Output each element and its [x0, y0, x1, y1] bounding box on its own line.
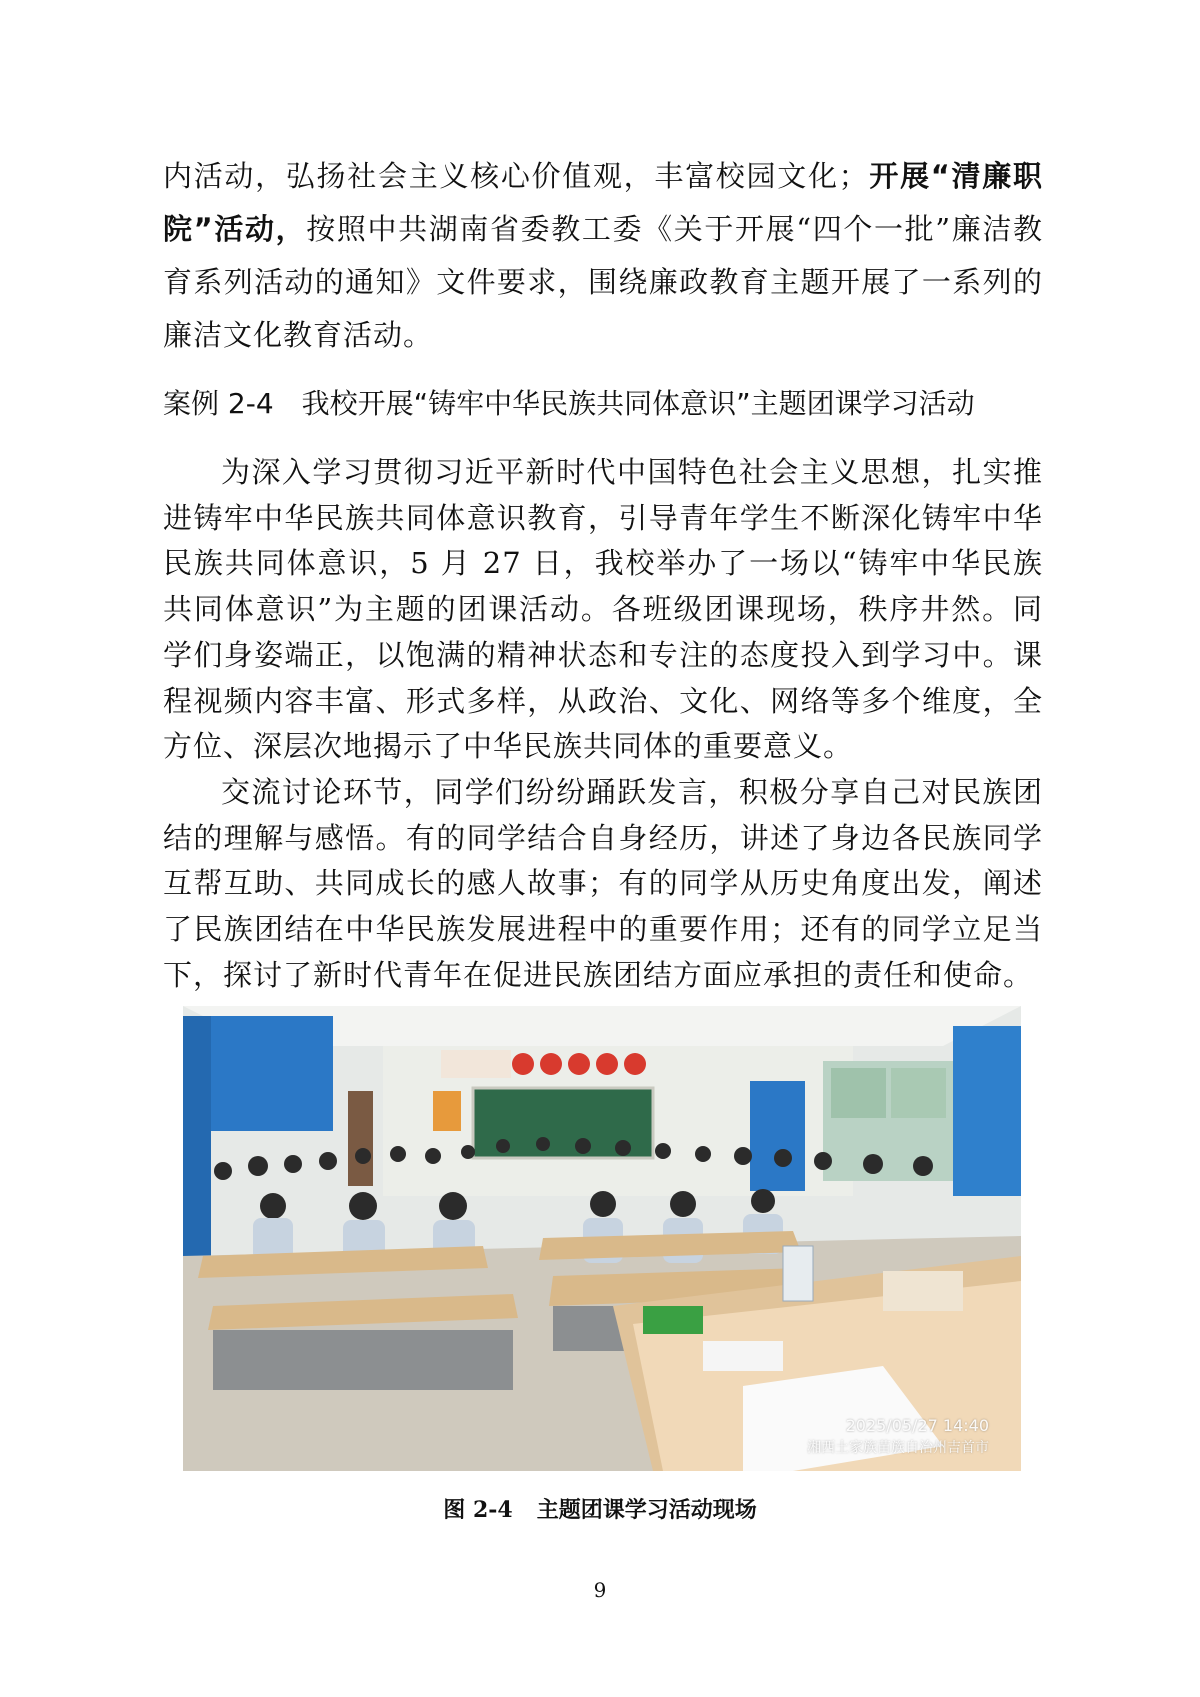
case-title: 我校开展“铸牢中华民族共同体意识”主题团课学习活动 [301, 387, 975, 420]
figure-caption-text: 主题团课学习活动现场 [536, 1497, 757, 1523]
paragraph-2: 为深入学习贯彻习近平新时代中国特色社会主义思想，扎实推进铸牢中华民族共同体意识教育，引导青年学生不断深化铸牢中华民族共同体意识，5 月 27 日，我校举办了一场以“铸牢中华民族共同体意识”为主题的团课活动。各班级团课现场，秩序井然。同学们身姿端正，以饱满的精神状态和专注的态度投入到学习中。课程视频内容丰富、形式多样，从政治、文化、网络等多个维度，全方位、深层次地揭示了中华民族共同体的重要意义。 [163, 455, 1043, 764]
classroom-photo [183, 1006, 1021, 1471]
paragraph-1-text-b: 按照中共湖南省委教工委《关于开展“四个一批”廉洁教育系列活动的通知》文件要求，围绕廉政教育主题开展了一系列的廉洁文化教育活动。 [163, 212, 1044, 352]
figure-caption [0, 1493, 1200, 1524]
figure-number: 图 2-4 [443, 1497, 513, 1523]
paragraph-1-bold: 开展“清廉职院”活动， [163, 159, 1043, 246]
classroom-photo-illustration [183, 1006, 1021, 1471]
case-heading [163, 381, 1063, 427]
photo-location: 湘西土家族苗族自治州吉首市 [807, 1440, 989, 1456]
photo-timestamp: 2025/05/27 14:40 [845, 1416, 989, 1435]
paragraph-1-text-a: 内活动，弘扬社会主义核心价值观，丰富校园文化； [163, 159, 869, 193]
paragraph-3: 交流讨论环节，同学们纷纷踊跃发言，积极分享自己对民族团结的理解与感悟。有的同学结合自身经历，讲述了身边各民族同学互帮互助、共同成长的感人故事；有的同学从历史角度出发，阐述了民族团结在中华民族发展进程中的重要作用；还有的同学立足当下，探讨了新时代青年在促进民族团结方面应承担的责任和使命。 [163, 775, 1043, 992]
page-number: 9 [593, 1578, 607, 1602]
paragraph-1 [163, 150, 1043, 362]
case-number: 案例 2-4 [163, 387, 274, 420]
